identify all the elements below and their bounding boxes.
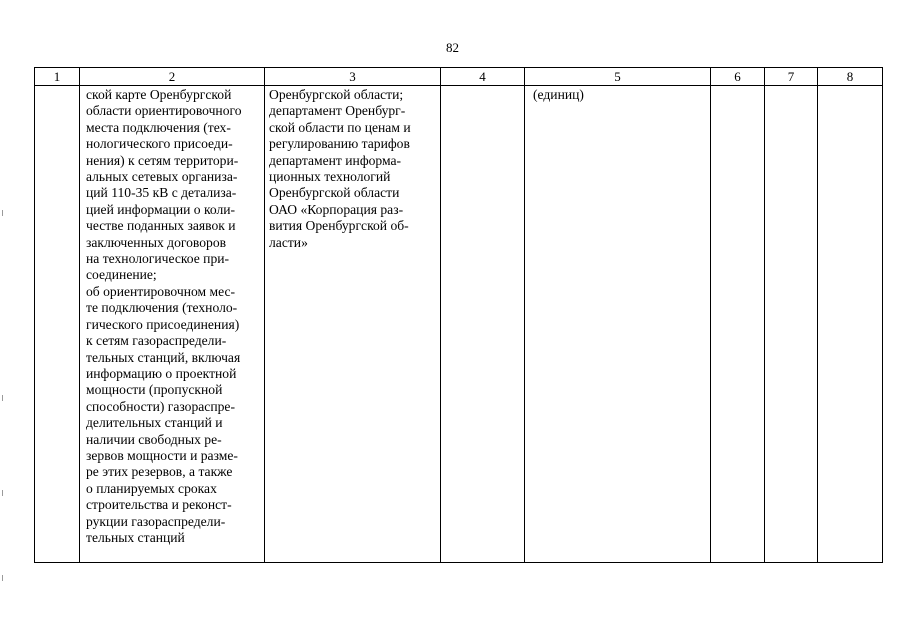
cell-col-3 [265, 86, 441, 563]
cell-text [441, 86, 524, 87]
cell-text: (единиц) [533, 87, 584, 102]
cell-col-4 [441, 86, 525, 563]
scan-margin-mark [2, 575, 3, 581]
cell-text: Оренбургской области; департамент Оренбург- ской области по ценам и регулированию тарифов департамент информа- ционных технологий Оренбургской области ОАО «Корпорация раз- вития Оренбургской об- ласти» [269, 87, 411, 250]
cell-text [711, 86, 764, 87]
cell-col-1 [35, 86, 80, 563]
column-header-2: 2 [80, 68, 265, 86]
cell-text [35, 86, 79, 87]
table-row [35, 86, 883, 563]
scan-margin-mark [2, 490, 3, 496]
cell-col-5 [525, 86, 711, 563]
scan-margin-mark [2, 395, 3, 401]
cell-text: ской карте Оренбургской области ориентировочного места подключения (тех- нологического присоеди- нения) к сетям территори- альных сетевых организа- ций 110-35 кВ с детализа- цией информации о коли- честве поданных заявок и заключенных договоров на технологическое при- соединение; об ориентировочном мес- те подключения (техноло- гического присоединения) к сетям газораспредели- тельных станций, включая информацию о проектной мощности (пропускной способности) газораспре- делительных станций и наличии свободных ре- зервов мощности и разме- ре этих резервов, а также о планируемых сроках строительства и реконст- рукции газораспредели- тельных станций [86, 87, 242, 545]
cell-col-6 [711, 86, 765, 563]
cell-text [818, 86, 882, 87]
column-header-1: 1 [35, 68, 80, 86]
cell-text [765, 86, 817, 87]
column-header-5: 5 [525, 68, 711, 86]
column-header-6: 6 [711, 68, 765, 86]
header-row [35, 68, 883, 86]
cell-col-8 [818, 86, 883, 563]
document-table [34, 67, 883, 563]
page-number: 82 [446, 40, 459, 55]
column-header-8: 8 [818, 68, 883, 86]
cell-col-7 [765, 86, 818, 563]
column-header-7: 7 [765, 68, 818, 86]
column-header-4: 4 [441, 68, 525, 86]
column-header-3: 3 [265, 68, 441, 86]
cell-col-2 [80, 86, 265, 563]
scan-margin-mark [2, 210, 3, 216]
